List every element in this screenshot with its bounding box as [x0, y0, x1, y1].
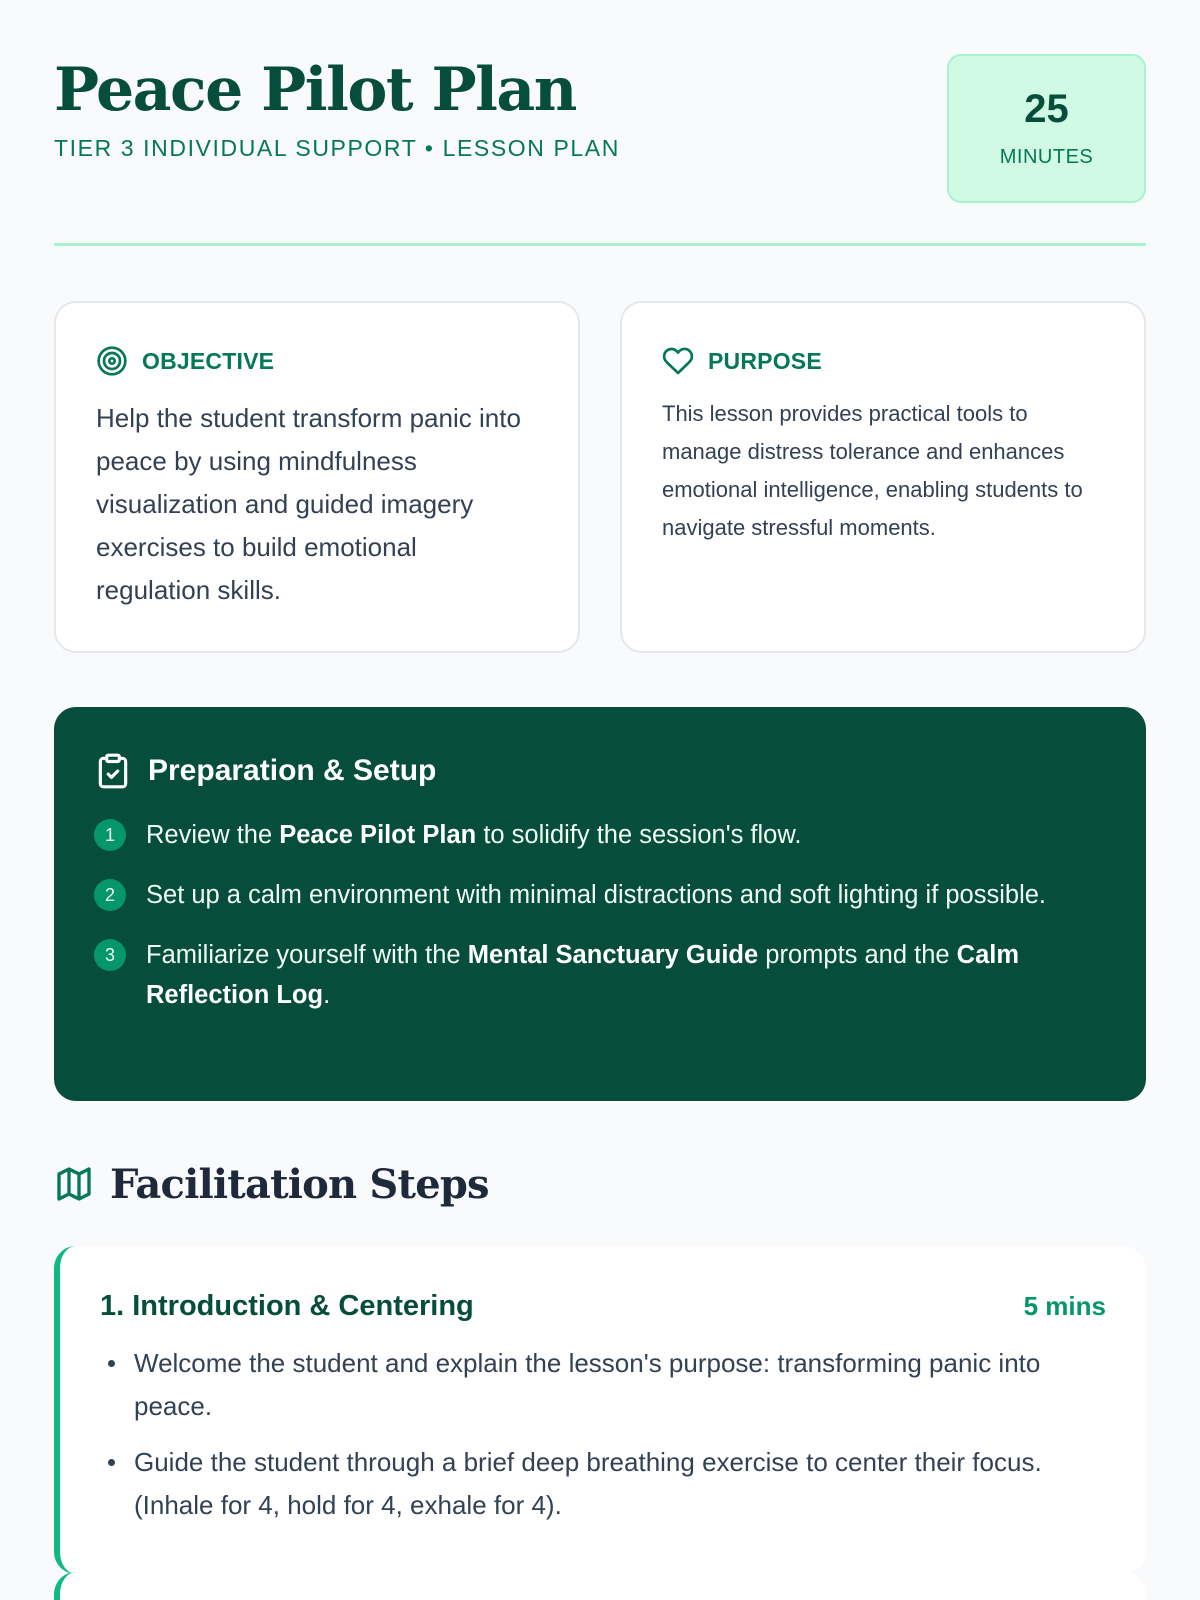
preparation-list	[94, 815, 1106, 1015]
bold-reference: Peace Pilot Plan	[279, 821, 477, 849]
list-item	[100, 1342, 1106, 1428]
page-title: Peace Pilot Plan	[54, 55, 576, 125]
page-header	[54, 0, 1146, 246]
bullet-dot	[108, 1459, 115, 1466]
objective-label: OBJECTIVE	[142, 347, 275, 374]
preparation-title: Preparation & Setup	[148, 754, 437, 787]
preparation-item-text	[146, 815, 801, 855]
bullet-text: Welcome the student and explain the lesson's purpose: transforming panic into peace.	[134, 1348, 1041, 1421]
duration-unit: MINUTES	[999, 146, 1094, 168]
text-segment: Familiarize yourself with the	[146, 941, 468, 969]
objective-text: Help the student transform panic into peace by using mindfulness visualization and guided imagery exercises to build emotional regulation skills.	[96, 403, 521, 605]
preparation-panel	[54, 707, 1146, 1101]
text-segment: to solidify the session's flow.	[476, 821, 802, 849]
clipboard-check-icon	[94, 752, 132, 790]
preparation-item	[94, 875, 1106, 915]
map-icon	[54, 1164, 94, 1204]
preparation-item-text	[146, 875, 1046, 915]
step-number-badge: 1	[94, 819, 126, 851]
preparation-header	[94, 747, 1106, 795]
purpose-label: PURPOSE	[708, 347, 822, 374]
bold-reference: Calm Reflection Log	[146, 941, 1020, 1009]
heart-icon	[662, 345, 694, 377]
duration-value: 25	[1024, 87, 1069, 131]
objective-header	[96, 341, 538, 381]
objective-card	[54, 301, 580, 653]
bold-reference: Mental Sanctuary Guide	[467, 941, 759, 969]
text-segment: Set up a calm environment with minimal distractions and soft lighting if possible.	[146, 881, 1047, 909]
text-segment: prompts and the	[758, 941, 957, 969]
step-header	[100, 1284, 1106, 1328]
step-duration: 5 mins	[1023, 1290, 1106, 1321]
step-bullets	[100, 1342, 1106, 1527]
text-segment: Review the	[146, 821, 280, 849]
duration-badge	[947, 54, 1146, 203]
facilitation-header	[54, 1156, 489, 1212]
overview-cards	[54, 301, 1146, 653]
target-icon	[96, 345, 128, 377]
purpose-card	[620, 301, 1146, 653]
next-step-card	[54, 1572, 1146, 1600]
text-segment: .	[323, 981, 331, 1009]
preparation-item-text	[146, 935, 1106, 1015]
preparation-item	[94, 815, 1106, 855]
step-number-badge: 3	[94, 939, 126, 971]
step-card	[54, 1246, 1146, 1574]
list-item	[100, 1441, 1106, 1527]
page-subtitle: TIER 3 INDIVIDUAL SUPPORT • LESSON PLAN	[54, 135, 620, 161]
step-title: 1. Introduction & Centering	[100, 1289, 474, 1322]
purpose-text: This lesson provides practical tools to manage distress tolerance and enhances emotional intelligence, enabling students to navigate stressful moments.	[662, 401, 1083, 540]
bullet-text: Guide the student through a brief deep breathing exercise to center their focus. (Inhale for 4, hold for 4, exhale for 4).	[134, 1447, 1042, 1520]
facilitation-title: Facilitation Steps	[110, 1160, 489, 1208]
purpose-header	[662, 341, 1104, 381]
step-number-badge: 2	[94, 879, 126, 911]
bullet-dot	[108, 1360, 115, 1367]
preparation-item	[94, 935, 1106, 1015]
